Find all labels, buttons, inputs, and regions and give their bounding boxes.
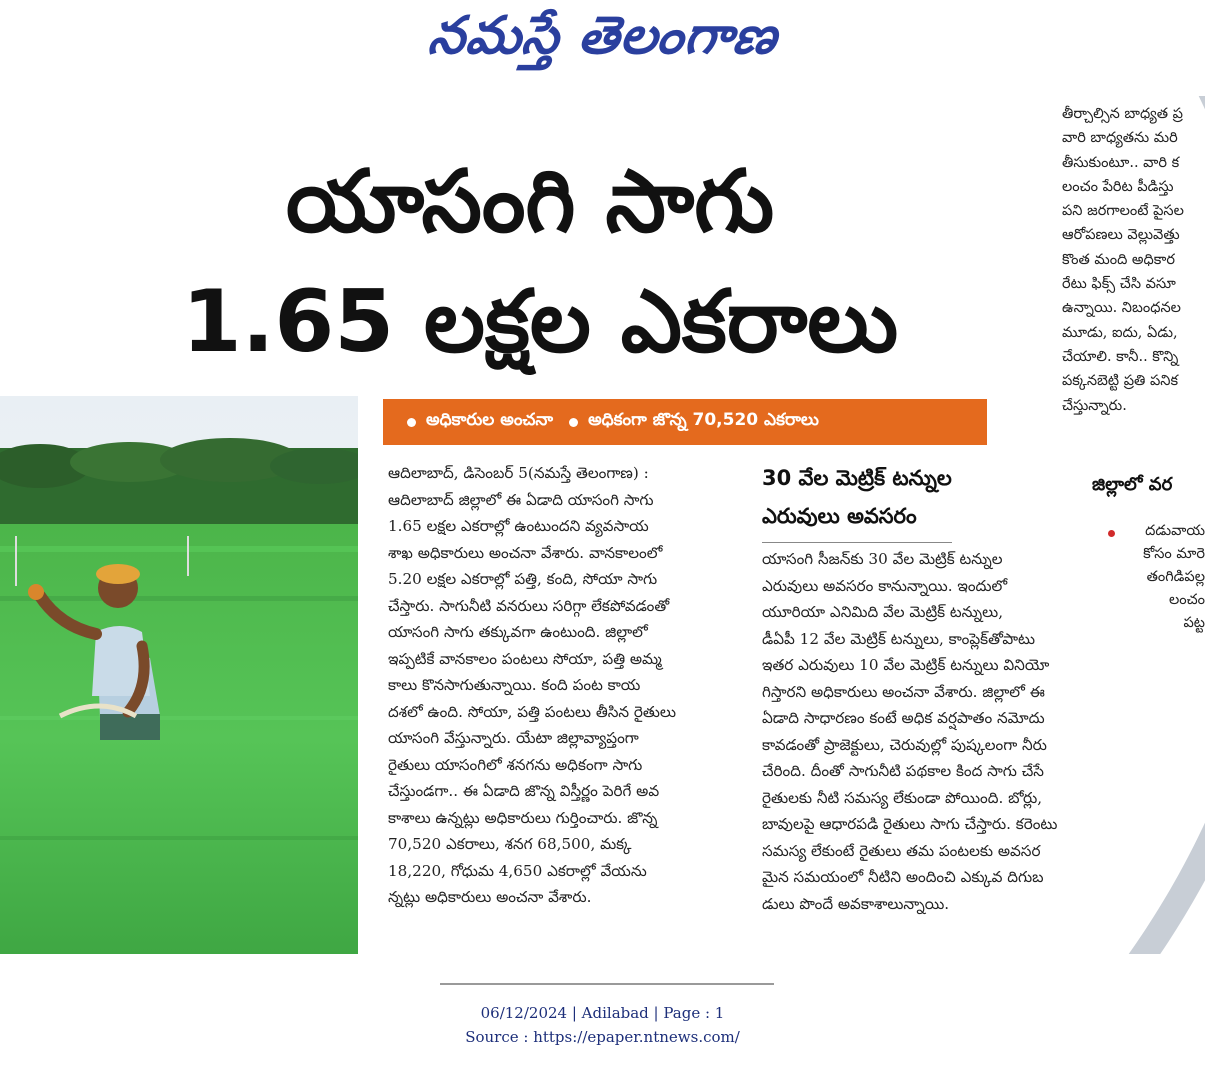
text-line: న్నట్లు అధికారులు అంచనా వేశారు.: [388, 888, 592, 906]
footer-divider: [440, 983, 774, 985]
subhead-line-1: 30 వేల మెట్రిక్ టన్నుల: [762, 466, 952, 490]
article-subhead: [762, 459, 1002, 535]
text-line: కొంత మంది అధికార: [1062, 251, 1175, 268]
text-line: ఏడాది సాధారణం కంటే అధిక వర్షపాతం నమోదు: [762, 709, 1045, 727]
text-line: యాసంగి వేస్తున్నారు. యేటా జిల్లావ్యాప్తంగా: [388, 729, 639, 747]
banner-item-2: అధికంగా జొన్న 70,520 ఎకరాలు: [588, 410, 819, 430]
text-line: డీఏపీ 12 వేల మెట్రిక్ టన్నులు, కాంప్లెక్‌తోపాటు: [762, 629, 1035, 648]
bullet-dot: [569, 418, 578, 427]
text-line: ఆదిలాబాద్ జిల్లాలో ఈ ఏడాది యాసంగి సాగు: [388, 490, 654, 509]
text-line: పక్కనబెట్టి ప్రతి పనిక: [1062, 373, 1179, 390]
text-line: చేస్తారు. సాగునీటి వనరులు సరిగ్గా లేకపోవడంతో: [388, 596, 670, 615]
newspaper-logo: నమస్తే తెలంగాణ: [425, 6, 781, 66]
text-line: చేయాలి. కానీ.. కొన్ని: [1062, 348, 1179, 365]
text-line: 70,520 ఎకరాలు, శనగ 68,500, మక్క: [388, 835, 632, 853]
text-line: ఆదిలాబాద్, డిసెంబర్ 5(నమస్తే తెలంగాణ) :: [388, 464, 649, 482]
text-line: 5.20 లక్షల ఎకరాల్లో పత్తి, కంది, సోయా సాగు: [388, 570, 658, 588]
masthead: [0, 0, 1205, 80]
text-line: లంచం: [1168, 592, 1205, 608]
text-line: మైన సమయంలో నీటిని అందించి ఎక్కువ దిగుబ: [762, 868, 1044, 886]
text-line: ఆరోపణలు వెల్లువెత్తు: [1062, 227, 1180, 244]
text-line: తంగిడిపల్ల: [1146, 569, 1205, 585]
adjacent-article-bullets: [1100, 520, 1205, 635]
text-line: యాసంగి సీజన్‌కు 30 వేల మెట్రిక్ టన్నుల: [762, 550, 1003, 568]
text-line: పట్ట: [1183, 615, 1205, 631]
farmer-field-photo: [0, 396, 358, 954]
text-line: చేస్తున్నారు.: [1062, 397, 1127, 414]
bullet-dot: [407, 418, 416, 427]
text-line: డులు పొందే అవకాశాలున్నాయి.: [762, 894, 950, 913]
text-line: దశలో ఉంది. సోయా, పత్తి పంటలు తీసిన రైతులు: [388, 702, 676, 721]
text-line: పని జరగాలంటే పైసల: [1062, 203, 1184, 220]
text-line: శాఖ అధికారులు అంచనా వేశారు. వానకాలంలో: [388, 543, 663, 562]
text-line: కాలు కొనసాగుతున్నాయి. కంది పంట కాయ: [388, 676, 641, 694]
highlight-banner: [383, 399, 987, 445]
text-line: దడువాయ: [1145, 523, 1205, 539]
text-line: రైతులకు నీటి సమస్య లేకుండా పోయింది. బోర్లు,: [762, 788, 1043, 807]
text-line: గిస్తారని అధికారులు అంచనా వేశారు. జిల్లాలో ఈ: [762, 682, 1045, 701]
subhead-divider: [762, 542, 952, 543]
text-line: తీర్చాల్సిన బాధ్యత ప్ర: [1062, 106, 1183, 122]
text-line: సమస్య లేకుంటే రైతులు తమ పంటలకు అవసర: [762, 841, 1041, 860]
text-line: ఇప్పటికే వానకాలం పంటలు సోయా, పత్తి అమ్మ: [388, 649, 662, 668]
text-line: 18,220, గోధుమ 4,650 ఎకరాల్లో వేయను: [388, 861, 647, 880]
text-line: రైతులు యాసంగిలో శనగను అధికంగా సాగు: [388, 755, 643, 774]
text-line: చేరింది. దీంతో సాగునీటి పథకాల కింద సాగు చేసే: [762, 762, 1044, 780]
subhead-line-2: ఎరువులు అవసరం: [762, 504, 917, 528]
headline-line-1: యాసంగి సాగు: [285, 152, 775, 252]
text-line: వారి బాధ్యతను మరి: [1062, 130, 1178, 147]
adjacent-article-subhead: జిల్లాలో వర: [1092, 474, 1173, 495]
text-line: బావులపై ఆధారపడి రైతులు సాగు చేస్తారు. కరెంటు: [762, 815, 1058, 833]
text-line: కాశాలు ఉన్నట్లు అధికారులు గుర్తించారు. జొన్న: [388, 808, 658, 827]
text-line: ఎరువులు అవసరం కానున్నాయి. ఇందులో: [762, 576, 1008, 595]
text-line: మూడు, ఐదు, ఏడు,: [1062, 324, 1178, 341]
banner-item-1: అధికారుల అంచనా: [426, 410, 554, 430]
text-line: కావడంతో ప్రాజెక్టులు, చెరువుల్లో పుష్కలంగా నీరు: [762, 735, 1047, 754]
text-line: చేస్తుండగా.. ఈ ఏడాది జొన్న విస్తీర్ణం పెరిగే అవ: [388, 782, 660, 800]
text-line: యాసంగి సాగు తక్కువగా ఉంటుంది. జిల్లాలో: [388, 623, 648, 641]
footer-source: Source : https://epaper.ntnews.com/: [465, 1028, 740, 1046]
text-line: తీసుకుంటూ.. వారి క: [1062, 154, 1180, 171]
text-line: 1.65 లక్షల ఎకరాల్లో ఉంటుందని వ్యవసాయ: [388, 517, 649, 535]
footer-date-edition: 06/12/2024 | Adilabad | Page : 1: [480, 1004, 725, 1022]
news-clipping: [0, 96, 1205, 954]
article-column-2: [762, 546, 1112, 917]
text-line: ఇతర ఎరువులు 10 వేల మెట్రిక్ టన్నులు వినియో: [762, 656, 1050, 674]
text-line: లంచం పేరిట పీడిస్తు: [1062, 178, 1174, 195]
text-line: ఉన్నాయి. నిబంధనల: [1062, 300, 1181, 317]
article-column-1: [388, 460, 738, 911]
text-line: కోసం మారె: [1143, 546, 1205, 562]
headline-line-2: 1.65 లక్షల ఎకరాలు: [181, 272, 899, 372]
adjacent-article-column: [1062, 102, 1205, 418]
text-line: రేటు ఫిక్స్ చేసి వసూ: [1062, 276, 1176, 293]
photo-illustration: [0, 396, 358, 954]
text-line: యూరియా ఎనిమిది వేల మెట్రిక్ టన్నులు,: [762, 603, 1004, 621]
